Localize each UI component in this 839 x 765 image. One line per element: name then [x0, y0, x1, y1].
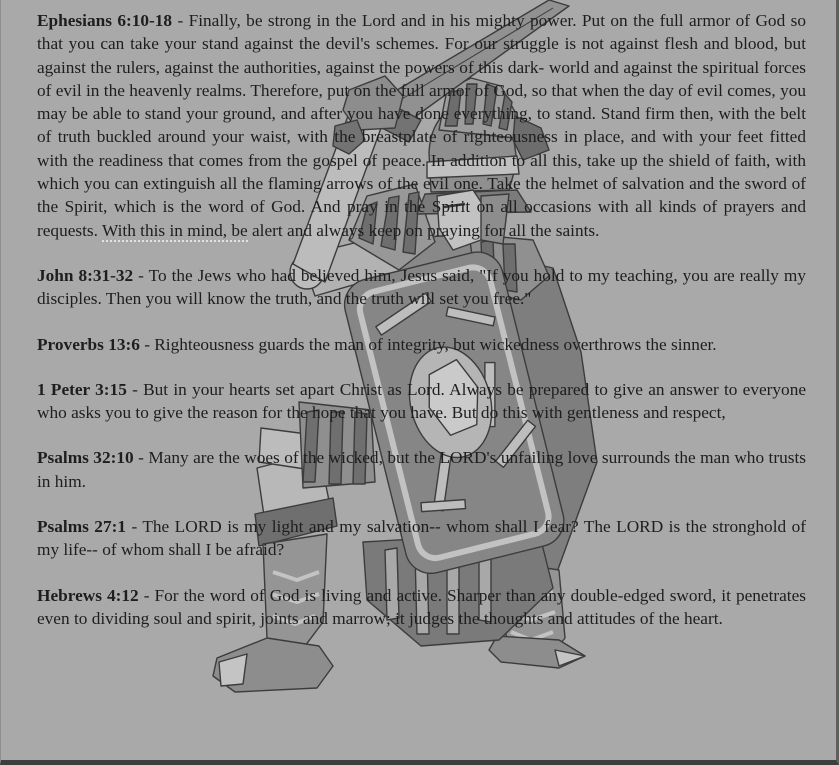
verse-text: The LORD is my light and my salvation-- whom shall I fear? The LORD is the stronghold of my life-- of whom shall I be afraid? [37, 517, 806, 560]
verse-paragraph: Hebrews 4:12 - For the word of God is living and active. Sharper than any double-edged sword, it penetrates even to dividing soul and spirit, joints and marrow; it judges the thoughts and attitudes of the heart. [37, 585, 806, 628]
verse-reference: Hebrews 4:12 [37, 585, 139, 605]
verse-text: For the word of God is living and active. Sharper than any double-edged sword, it penetrates even to dividing soul and spirit, joints and marrow; it judges the thoughts and attitudes of the heart. [37, 585, 806, 628]
verse-paragraph: Ephesians 6:10-18 - Finally, be strong in the Lord and in his mighty power. Put on the full armor of God so that you can take your stand against the devil's schemes. For our struggle is not against flesh and blood, but against the rulers, against the authorities, against the powers of this dark- world and against the spiritual forces of evil in the heavenly realms. Therefore, put on the full armor of God, so that when the day of evil comes, you may be able to stand your ground, and after you have done everything, to stand. Stand firm then, with the belt of truth buckled around your waist, with the breastplate of righteousness in place, and with your feet fitted with the readiness that comes from the gospel of peace. In addition to all this, take up the shield of faith, with which you can extinguish all the flaming arrows of the evil one. Take the helmet of salvation and the sword of the Spirit, which is the word of God. And pray in the Spirit on all occasions with all kinds of prayers and requests. With this in mind, be alert and always keep on praying for all the saints. [37, 11, 806, 240]
grammar-check-underlined-text: With this in mind, be [101, 220, 248, 240]
verse-paragraph: 1 Peter 3:15 - But in your hearts set apart Christ as Lord. Always be prepared to give an answer to everyone who asks you to give the reason for the hope that you have. But do this with gentleness and respect, [37, 379, 807, 423]
verse-paragraph: Psalms 27:1 - The LORD is my light and my salvation-- whom shall I fear? The LORD is the stronghold of my life-- of whom shall I be afraid? [37, 517, 806, 560]
verse-reference: John 8:31-32 [37, 265, 134, 285]
verse-reference: Proverbs 13:6 [37, 334, 140, 354]
verse-reference: Psalms 32:10 [37, 448, 134, 468]
verse-text: alert and always keep on praying for all the saints. [247, 220, 600, 240]
verse-reference: Psalms 27:1 [37, 517, 126, 537]
verse-text: Many are the woes of the wicked, but the LORD's unfailing love surrounds the man who trusts in him. [37, 448, 806, 491]
verse-reference: Ephesians 6:10-18 [37, 11, 173, 30]
verse-text: Finally, be strong in the Lord and in his mighty power. Put on the full armor of God so that you can take your stand against the devil's schemes. For our struggle is not against flesh and blood, but against the rulers, against the authorities, against the powers of this dark- world and against the spiritual forces of evil in the heavenly realms. Therefore, put on the full armor of God, so that when the day of evil comes, you may be able to stand your ground, and after you have done everything, to stand. Stand firm then, with the belt of truth buckled around your waist, with the breastplate of righteousness in place, and with your feet fitted with the readiness that comes from the gospel of peace. In addition to all this, take up the shield of faith, with which you can extinguish all the flaming arrows of the evil one. Take the helmet of salvation and the sword of the Spirit, which is the word of God. And pray in the Spirit on all occasions with all kinds of prayers and requests. [37, 11, 806, 240]
verse-paragraph: Proverbs 13:6 - Righteousness guards the man of integrity, but wickedness overthrows the sinner. [37, 334, 717, 354]
verse-paragraph: Psalms 32:10 - Many are the woes of the wicked, but the LORD's unfailing love surrounds the man who trusts in him. [37, 448, 806, 491]
verse-text: To the Jews who had believed him, Jesus said, "If you hold to my teaching, you are really my disciples. Then you will know the truth, and the truth will set you free." [37, 265, 806, 309]
verse-text: Righteousness guards the man of integrity, but wickedness overthrows the sinner. [154, 334, 717, 354]
verse-text: But in your hearts set apart Christ as Lord. Always be prepared to give an answer to everyone who asks you to give the reason for the hope that you have. But do this with gentleness and respect, [37, 379, 807, 423]
verses-text-block [1, 0, 839, 765]
verse-reference: 1 Peter 3:15 [37, 379, 127, 399]
verse-paragraph: John 8:31-32 - To the Jews who had believed him, Jesus said, "If you hold to my teaching, you are really my disciples. Then you will know the truth, and the truth will set you free." [37, 265, 806, 309]
